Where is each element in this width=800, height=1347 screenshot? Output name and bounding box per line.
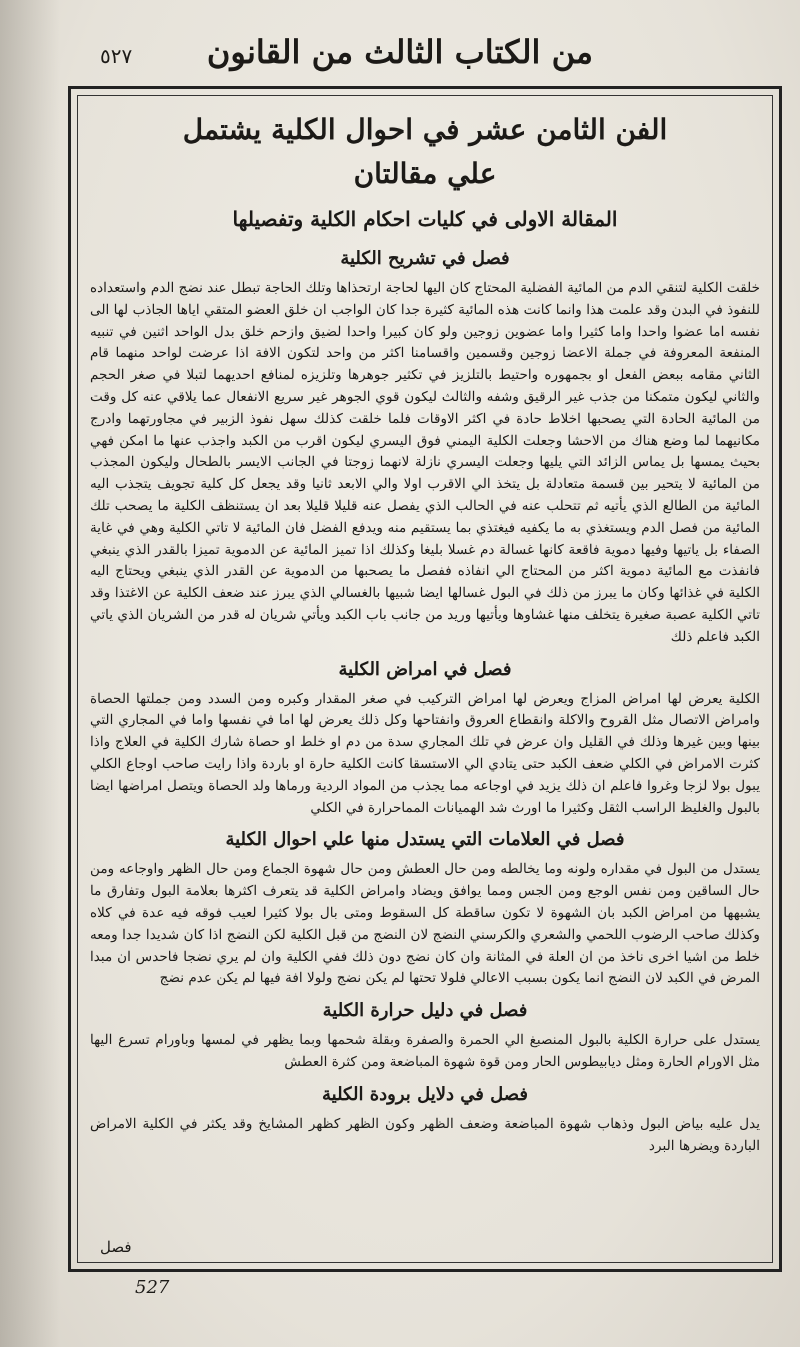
section-heading: فصل في امراض الكلية [338,658,512,680]
chapter-title-line-1: الفن الثامن عشر في احوال الكلية يشتمل [182,113,668,146]
chapter-title-line-2: علي مقالتان [353,157,497,190]
header-page-number: ٥٢٧ [100,44,133,68]
section-heading: فصل في دلايل برودة الكلية [322,1083,528,1105]
section-heading: فصل في العلامات التي يستدل منها علي احوال الكلية [225,829,625,851]
binding-shadow [0,0,60,1347]
section-heading: فصل في تشريح الكلية [340,248,510,269]
running-title: من الكتاب الثالث من القانون [206,33,594,71]
section-paragraph: يستدل من البول في مقداره ولونه وما يخالطه ومن حال العطش ومن حال شهوة الجماع ومن حال الظهر واوجاعه ومن حال الساقين ومن نفس الوجع ومن الجس ومما يوافق ويضاد وامراض الكلية قد يتعرف اكثرها بعلامة البول وتفارق ما يشبهها من امراض الكبد بان الشهوة لا تكون ساقطة كل السقوط ومتى بال بولا كثيرا لعيب فوقه فيه عدة في كلاه وكذلك صاحب الرضوب اللحمي والشعري والكرسني النضج لان النضج من قبل الكلية لكن النضج اذا كان شديدا جدا ومعه خلط من اشيا اخرى ناخذ من ان العلة في المثانة وان كان نضج دون ذلك ففي الكلية وان لم يري نضجا فاحدس ان مبدا المرض في الكبد لان النضج انما يكون بسبب الاعالي فلولا تحتها لم يكن نضج ولولا افة فيها لم يكن عدم نضج [90,861,760,987]
folio-number: 527 [135,1277,170,1298]
maqala-heading: المقالة الاولى في كليات احكام الكلية وتفصيلها [232,207,618,231]
section-paragraph: خلقت الكلية لتنقي الدم من المائية الفضلية المحتاج كان اليها لحاجة ارتحذاها وتلك الحاجة تبطل عند نضج الدم واستعداده للنفوذ في البدن وقد علمت هذا وانما كانت هذه المائية كثيرة جدا كان الواجب ان خلق العضو المتقي اياها الجاذب لها الى نفسه اما عضوا واحدا واما كثيرا واما عضوين زوجين ولو كان كبيرا واحدا لضيق وازحم خلق بدل الواحد اثنين في تنبيه المنفعة المعروفة في جملة الاعضا زوجين وقسمين واقسامنا اكثر من واحد لتكون الافة اذا عرضت لواحد منهما قام الثاني مقامه ببعض الفعل او بجمهوره واحتيط بالتلزيز في تكثير جوهرها وتلزيزه لمنافع احديهما لتبلا في صغر الحجم والثاني ليكون متمكنا من جذب غير الرقيق وشفه والثالث ليكون قوي الجوهر غير سريع الانفعال عما يلاقي عنه كل وقت من المائية الحادة التي يصحبها اخلاط حادة في اكثر الاوقات فلما خلقت كذلك سهل نفوذ الزبير في مجاورتهما وادرج مكانيهما لما وضع هناك من الاحشا وجعلت الكلية اليمني فوق اليسري ليكون اقرب من الكبد واجذب عنها ما امكن فهي بحيث يمسها بل يماس الزائد التي يليها وجعلت اليسري نازلة لانهما زوجتا في الجانب الايسر بالطحال وليكون المجذب من المائية لا يتحير بين قسمة متعادلة بل يتخذ الي الاقرب اولا والي الابعد ثانيا وقد يجعل كل كلية تجويف يتجذب اليه المائية من الطالع الذي يأتيه ثم تتحلب عنه في الحالب الذي يفصل عنه قليلا قليلا بعد ان يستنظف الكلية ما يصحب تلك المائية من فصل الدم ويستغذي به ما يكفيه فيغتذي بما يستقيم منه ويدفع الفضل فان المائية لا تاتي الكلية وهي في غاية الصفاء بل ياتيها وفيها دموية فاقعة كانها غسالة دم غسلا بليغا وكذلك اذا تميز المائية عن الدموية تميزا بالقدر الذي ينبغي فانفذت مع المائية دموية اكثر من المحتاج الي انفاذه ففصل ما يصحبها من الدموية عن القدر الذي ينبغي ويحتاج اليه الكلية في غذائها وكان ما يبرز من ذلك في البول غسالها ايضا شبيها بالغسالي الذي يبرز عند ضعف الكلية عن الاغتذا وقد تاتي الكلية عصبة صغيرة يتخلف منها غشاوها ويأتيها وريد من جانب باب الكبد ويأتي شريان له قدر من الشريان الذي ياتي الكبد فاعلم ذلك [90,280,760,645]
catchword: فصل [100,1238,132,1256]
text-block [90,100,760,1250]
section-paragraph: الكلية يعرض لها امراض المزاج ويعرض لها امراض التركيب في صغر المقدار وكبره ومن السدد ومن جملتها الحصاة وامراض الاتصال مثل القروح والاكلة وانقطاع العروق وانفتاحها وكل ذلك يعرض لها اما في نفسها واما في المجاري التي بينها وبين غيرها وذلك في القليل وان عرض في تلك المجاري سدة من دم او خلط او حصاة شارك الكلية في العلاج واذا كثرت الامراض في الكلي ضعف الكبد حتى يتادي الي الاستسقا كانت الكلية حارة او باردة واذا رايت صاحب اوجاع الكلي يبول بولا لزجا وغروا فاعلم ان ذلك يزيد في اوجاعه مما يجذب من المواد الردية ورماها ولد الحصاة ويتصل امراضها ايضا بالبول والغليظ الراسب الثقل وكثيرا ما اورث شد الهميانات المماحرارة في الكلي [90,690,760,816]
section-heading: فصل في دليل حرارة الكلية [322,1000,528,1022]
section-paragraph: يستدل على حرارة الكلية بالبول المنصبغ الي الحمرة والصفرة وبقلة شحمها وبما يظهر في لمسها وباورام تسرع اليها مثل الاورام الحارة ومثل ديابيطوس الحار ومن قوة شهوة المباضعة ومن كثرة العطش [90,1032,760,1070]
section-paragraph: يدل عليه بياض البول وذهاب شهوة المباضعة وضعف الظهر وكون الظهر كظهر المشايخ وقد يكثر في الكلية الامراض الباردة ويضرها البرد [90,1115,760,1154]
